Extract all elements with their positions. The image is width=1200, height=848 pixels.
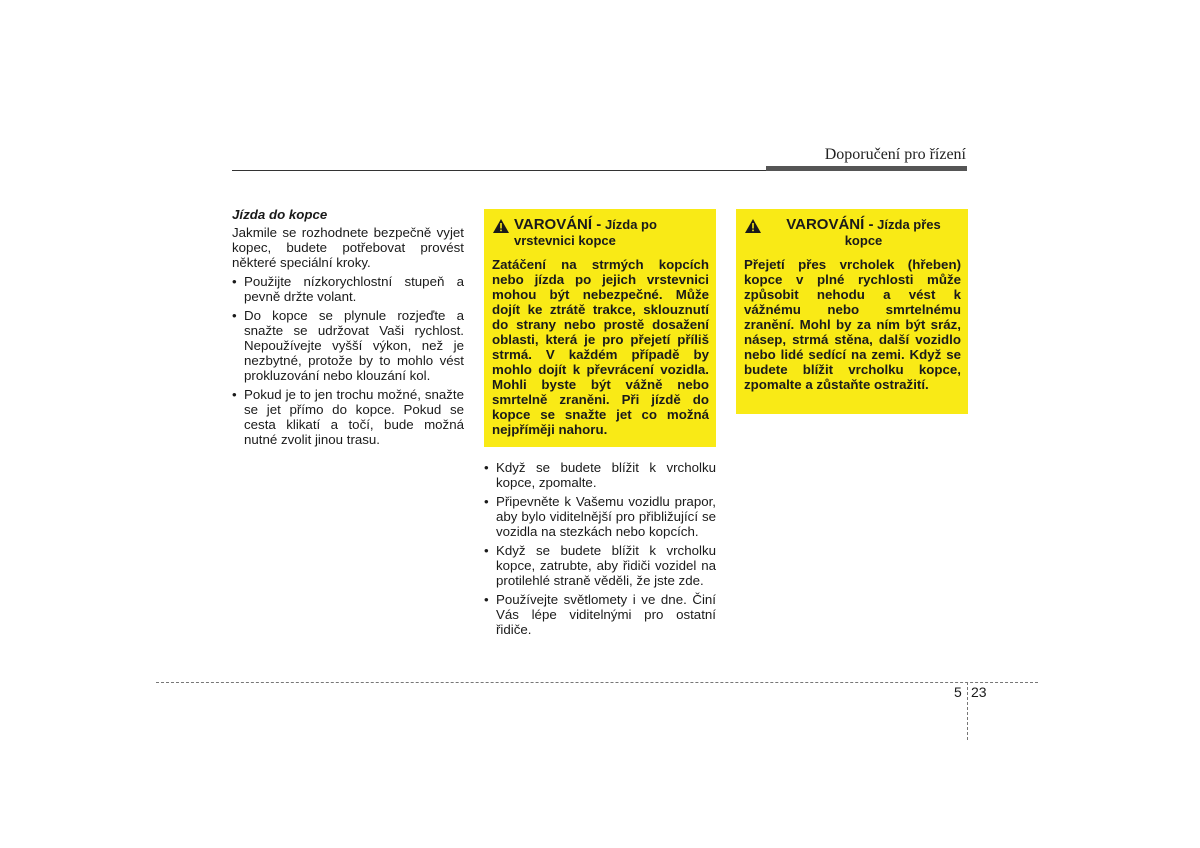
warning-body: Přejetí přes vrcholek (hřeben) kopce v plné rychlosti může způsobit nehodu a vést k vážnému nebo smrtelnému zranění. Mohl by za ním být sráz, násep, strmá stěna, další vozidlo nebo lidé sedící na zemi. Když se budete blížit vrcholku kopce, zpomalte a zůstaňte ostražití. [744,257,961,392]
warning-box-crest [736,209,968,414]
section-intro: Jakmile se rozhodnete bezpečně vyjet kopec, budete potřebovat provést některé speciální kroky. [232,225,464,270]
footer-divider [967,682,968,740]
list-item: • Když se budete blížit k vrcholku kopce, zatrubte, aby řidiči vozidel na protilehlé straně věděli, že jste zde. [484,543,716,588]
warning-box-contour [484,209,716,447]
warning-title [766,217,961,249]
section-subheading: Jízda do kopce [232,207,328,222]
list-item: • Když se budete blížit k vrcholku kopce, zpomalte. [484,460,716,490]
chapter-number: 5 [954,684,962,700]
section-hill-crest-tips [484,460,716,641]
footer-rule [156,682,1038,683]
list-item: • Připevněte k Vašemu vozidlu prapor, aby bylo viditelnější pro přibližující se vozidla na stezkách nebo kopcích. [484,494,716,539]
warning-header [492,217,709,249]
bullet-list [484,460,716,637]
warning-subtitle: Jízda po vrstevnici kopce [514,217,657,248]
warning-body: Zatáčení na strmých kopcích nebo jízda po jejich vrstevnici mohou být nebezpečné. Může dojít ke ztrátě trakce, sklouznutí do strany nebo prostě dosažení oblasti, která je pro přejetí příliš strmá. V každém případě by mohlo dojít k převrácení vozidla. Mohli byste být vážně nebo smrtelně zraněni. Při jízdě do kopce se snažte jet co možná nejpříměji nahoru. [492,257,709,437]
list-item: • Používejte světlomety i ve dne. Činí Vás lépe viditelnými pro ostatní řidiče. [484,592,716,637]
page-number: 23 [971,684,987,700]
page-header-title: Doporučení pro řízení [824,146,966,163]
warning-label: VAROVÁNÍ - [514,216,602,233]
warning-title [514,217,709,249]
warning-triangle-icon [492,218,510,237]
header-rule-accent [766,166,967,171]
list-item: • Do kopce se plynule rozjeďte a snažte se udržovat Vaši rychlost. Nepoužívejte vyšší výkon, než je nezbytné, protože by to mohlo vést prokluzování nebo klouzání kol. [232,308,464,383]
warning-label: VAROVÁNÍ - [786,216,874,233]
bullet-list [232,274,464,447]
warning-subtitle: Jízda přes kopce [844,217,941,248]
list-item: • Použijte nízkorychlostní stupeň a pevně držte volant. [232,274,464,304]
warning-header [744,217,961,249]
section-hill-climb [232,207,464,451]
list-item: • Pokud je to jen trochu možné, snažte se jet přímo do kopce. Pokud se cesta klikatí a točí, bude možná nutné zvolit jinou trasu. [232,387,464,447]
warning-triangle-icon [744,218,762,237]
